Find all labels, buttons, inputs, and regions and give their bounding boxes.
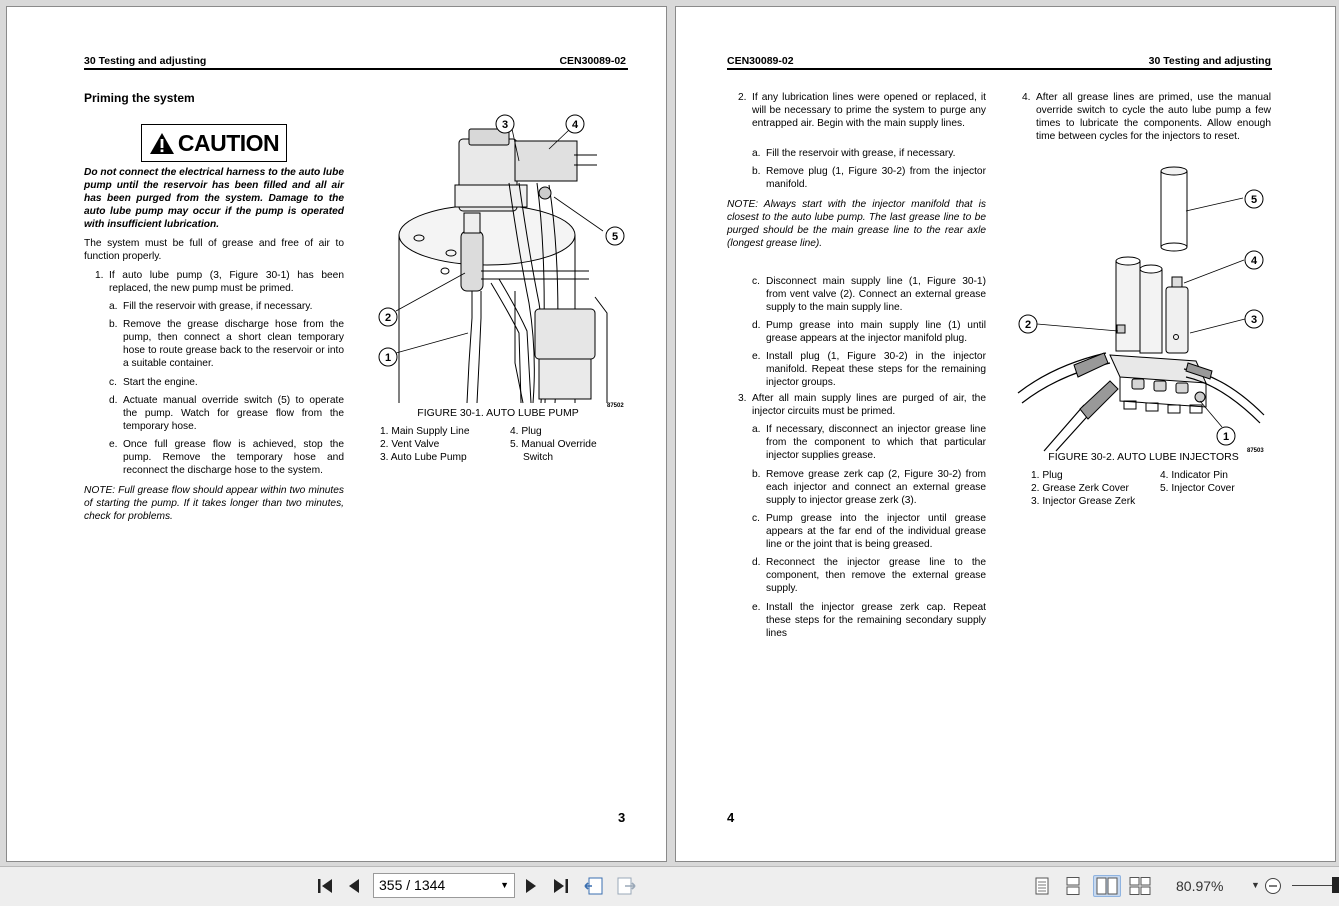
step-4: 4. After all grease lines are primed, use the manual override switch to cycle the auto lube pump a few times to lubricate the components. Allow enough time between cycles for the injectors to reset. <box>1022 92 1271 142</box>
first-page-button[interactable] <box>313 875 337 897</box>
warning-icon <box>149 132 175 155</box>
page-number-field[interactable] <box>373 873 515 898</box>
go-back-view-icon <box>583 876 605 896</box>
caution-text: Do not connect the electrical harness to the auto lube pump until the reservoir has been filled and all air has been purged from the system. Damage to the auto lube pump may occur if the pump is operated with insufficient lubrication. <box>84 167 344 230</box>
go-back-button[interactable] <box>582 875 606 897</box>
zoom-out-button[interactable] <box>1262 875 1284 897</box>
header-right: CEN30089-02 <box>559 55 626 67</box>
figure-1-code: 87502 <box>607 403 624 409</box>
page-3 <box>6 6 667 862</box>
callout-5: 5 <box>1250 194 1258 206</box>
step-3b: b. Remove grease zerk cap (2, Figure 30-2) from each injector and connect an external grease supply to injector grease zerk (3). <box>752 469 986 506</box>
caution-label: CAUTION <box>177 129 280 156</box>
callout-3: 3 <box>1250 314 1258 326</box>
step-3c: c. Pump grease into the injector until grease appears at the far end of the individual grease line or the joint that is being greased. <box>752 513 986 550</box>
caution-box <box>141 124 287 162</box>
page-number-left: 3 <box>618 810 626 825</box>
continuous-page-icon <box>1065 877 1081 895</box>
step-1e: e. Once full grease flow is achieved, stop the pump. Remove the temporary hose and reconnect the discharge hose to the system. <box>109 439 344 476</box>
step-2a: a. Fill the reservoir with grease, if necessary. <box>752 148 956 159</box>
header-left: CEN30089-02 <box>727 55 794 67</box>
page-4 <box>675 6 1336 862</box>
intro-paragraph: The system must be full of grease and free of air to function properly. <box>84 238 344 262</box>
single-page-view-button[interactable] <box>1030 875 1054 897</box>
zoom-level[interactable]: 80.97% <box>1176 878 1224 894</box>
zoom-out-icon <box>1264 877 1282 895</box>
page-number-value: 355 / 1344 <box>379 877 446 893</box>
facing-pages-icon <box>1096 877 1118 895</box>
next-page-icon <box>524 878 538 894</box>
first-page-icon <box>316 878 334 894</box>
callout-4: 4 <box>571 119 579 131</box>
step-1-number: 1. <box>95 270 104 281</box>
header-left: 30 Testing and adjusting <box>84 55 207 67</box>
step-2b: b. Remove plug (1, Figure 30-2) from the injector manifold. <box>752 166 986 190</box>
step-1c: c. Start the engine. <box>109 377 198 388</box>
step-3e: e. Install the injector grease zerk cap. Repeat these steps for the remaining secondary supply lines <box>752 602 986 639</box>
figure-auto-lube-pump <box>369 103 629 409</box>
last-page-icon <box>552 878 570 894</box>
figure-auto-lube-injectors <box>1014 165 1274 453</box>
callout-4: 4 <box>1250 255 1258 267</box>
figure-2-legend-col1: 1. Plug 2. Grease Zerk Cover 3. Injector Grease Zerk <box>1031 470 1136 507</box>
callout-2: 2 <box>384 312 392 324</box>
callout-1: 1 <box>384 352 392 364</box>
figure-2-legend-col2: 4. Indicator Pin 5. Injector Cover <box>1160 470 1235 494</box>
figure-2-caption: FIGURE 30-2. AUTO LUBE INJECTORS <box>1048 451 1239 463</box>
figure-2-code: 87503 <box>1247 448 1264 453</box>
step-1b: b. Remove the grease discharge hose from the pump, then connect a short clean temporary hose to route grease back to the reservoir or into a suitable container. <box>109 319 344 369</box>
figure-1-caption: FIGURE 30-1. AUTO LUBE PUMP <box>417 407 579 419</box>
page-number-right: 4 <box>727 810 735 825</box>
step-2e: e. Install plug (1, Figure 30-2) in the injector manifold. Repeat these steps for the remaining injector groups. <box>752 351 986 388</box>
previous-page-icon <box>347 878 361 894</box>
previous-page-button[interactable] <box>342 875 366 897</box>
header-rule <box>727 68 1272 70</box>
zoom-slider-handle[interactable] <box>1332 877 1339 893</box>
note-right: NOTE: Always start with the injector manifold that is closest to the auto lube pump. The last grease line to be purged should be the main grease line to the rear axle (longest grease line). <box>727 199 986 249</box>
step-1 <box>95 269 344 295</box>
continuous-view-button[interactable] <box>1061 875 1085 897</box>
step-1-text: If auto lube pump (3, Figure 30-1) has been replaced, the new pump must be primed. <box>109 270 344 294</box>
note-left: NOTE: Full grease flow should appear within two minutes of starting the pump. If it takes longer than two minutes, check for problems. <box>84 485 344 522</box>
step-3d: d. Reconnect the injector grease line to the component, then remove the external grease supply. <box>752 557 986 594</box>
go-forward-button[interactable] <box>614 875 638 897</box>
figure-1-legend-col1: 1. Main Supply Line 2. Vent Valve 3. Auto Lube Pump <box>380 426 470 463</box>
step-3: 3. After all main supply lines are purged of air, the injector circuits must be primed. <box>738 393 986 417</box>
step-1d: d. Actuate manual override switch (5) to operate the pump. Watch for grease flow from the temporary hose. <box>109 395 344 432</box>
header-right: 30 Testing and adjusting <box>1148 55 1271 67</box>
figure-1-legend-col2: 4. Plug 5. Manual Override Switch <box>510 426 597 463</box>
step-1a: a. Fill the reservoir with grease, if necessary. <box>109 301 313 312</box>
callout-3: 3 <box>501 119 509 131</box>
step-2d: d. Pump grease into main supply line (1) until grease appears at the injector manifold plug. <box>752 320 986 344</box>
callout-2: 2 <box>1024 319 1032 331</box>
section-title: Priming the system <box>84 91 195 105</box>
facing-view-button[interactable] <box>1093 875 1121 897</box>
header-rule <box>84 68 628 70</box>
next-page-button[interactable] <box>519 875 543 897</box>
chevron-down-icon[interactable]: ▼ <box>500 880 509 890</box>
callout-1: 1 <box>1222 431 1230 443</box>
zoom-dropdown-icon[interactable]: ▼ <box>1251 880 1260 890</box>
step-2: 2. If any lubrication lines were opened or replaced, it will be necessary to prime the system to purge any entrapped air. Begin with the main supply lines. <box>738 92 986 129</box>
last-page-button[interactable] <box>549 875 573 897</box>
continuous-facing-view-button[interactable] <box>1127 875 1153 897</box>
continuous-facing-icon <box>1129 877 1151 895</box>
go-forward-view-icon <box>615 876 637 896</box>
step-3a: a. If necessary, disconnect an injector grease line from the component to which that particular injector supplies grease. <box>752 424 986 461</box>
step-2c: c. Disconnect main supply line (1, Figure 30-1) from vent valve (2). Connect an external grease supply to the main supply line. <box>752 276 986 313</box>
viewer-toolbar <box>0 866 1339 906</box>
callout-5: 5 <box>611 231 619 243</box>
single-page-icon <box>1034 877 1050 895</box>
